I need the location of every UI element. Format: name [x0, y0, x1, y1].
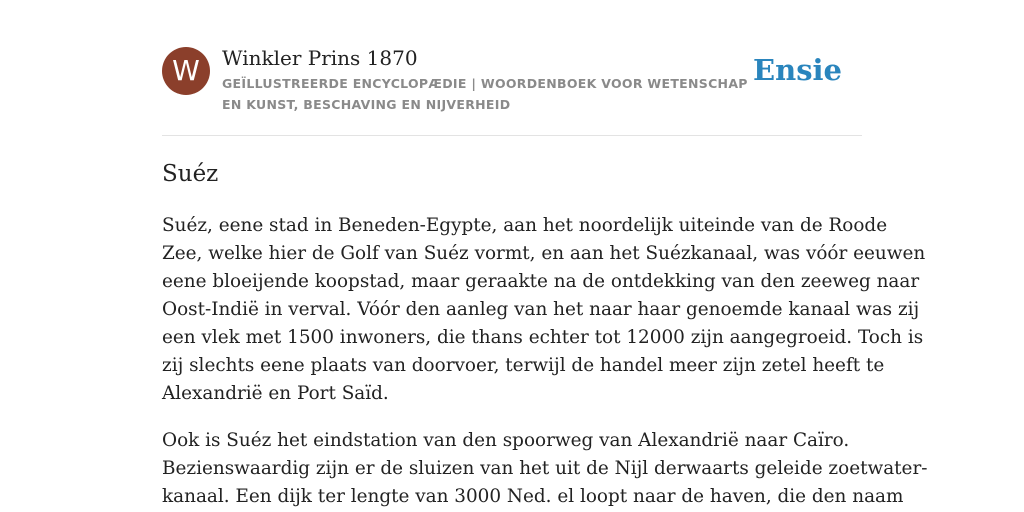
entry-title: Suéz: [162, 161, 219, 187]
entry-paragraph: [162, 212, 926, 408]
text-line: een vlek met 1500 inwoners, die thans echter tot 12000 zijn aangegroeid. Toch is: [162, 327, 924, 348]
source-title[interactable]: Winkler Prins 1870: [222, 46, 418, 70]
source-header: [162, 46, 862, 118]
entry-paragraph: [162, 427, 928, 511]
text-line: Bezienswaardig zijn er de sluizen van het uit de Nijl derwaarts geleide zoetwater-: [162, 458, 928, 479]
header-divider: [162, 135, 862, 136]
text-line: Suéz, eene stad in Beneden-Egypte, aan het noordelijk uiteinde van de Roode: [162, 215, 888, 236]
text-line: Alexandrië en Port Saïd.: [162, 383, 389, 404]
brand-logo-link[interactable]: Ensie: [753, 53, 842, 87]
text-line: kanaal. Een dijk ter lengte van 3000 Ned. el loopt naar de haven, die den naam: [162, 486, 904, 507]
text-line: eene bloeijende koopstad, maar geraakte na de ontdekking van den zeeweg naar: [162, 271, 920, 292]
source-subtitle: GEÏLLUSTREERDE ENCYCLOPÆDIE | WOORDENBOEK VOOR WETENSCHAP EN KUNST, BESCHAVING EN NIJVERHEID: [222, 76, 748, 112]
text-line: zij slechts eene plaats van doorvoer, terwijl de handel meer zijn zetel heeft te: [162, 355, 885, 376]
text-line: Zee, welke hier de Golf van Suéz vormt, en aan het Suézkanaal, was vóór eeuwen: [162, 243, 926, 264]
entry-body: [162, 212, 928, 512]
source-avatar[interactable]: W: [162, 47, 210, 95]
text-line: Oost-Indië in verval. Vóór den aanleg van het naar haar genoemde kanaal was zij: [162, 299, 920, 320]
text-line: Ook is Suéz het eindstation van den spoorweg van Alexandrië naar Caïro.: [162, 430, 850, 451]
